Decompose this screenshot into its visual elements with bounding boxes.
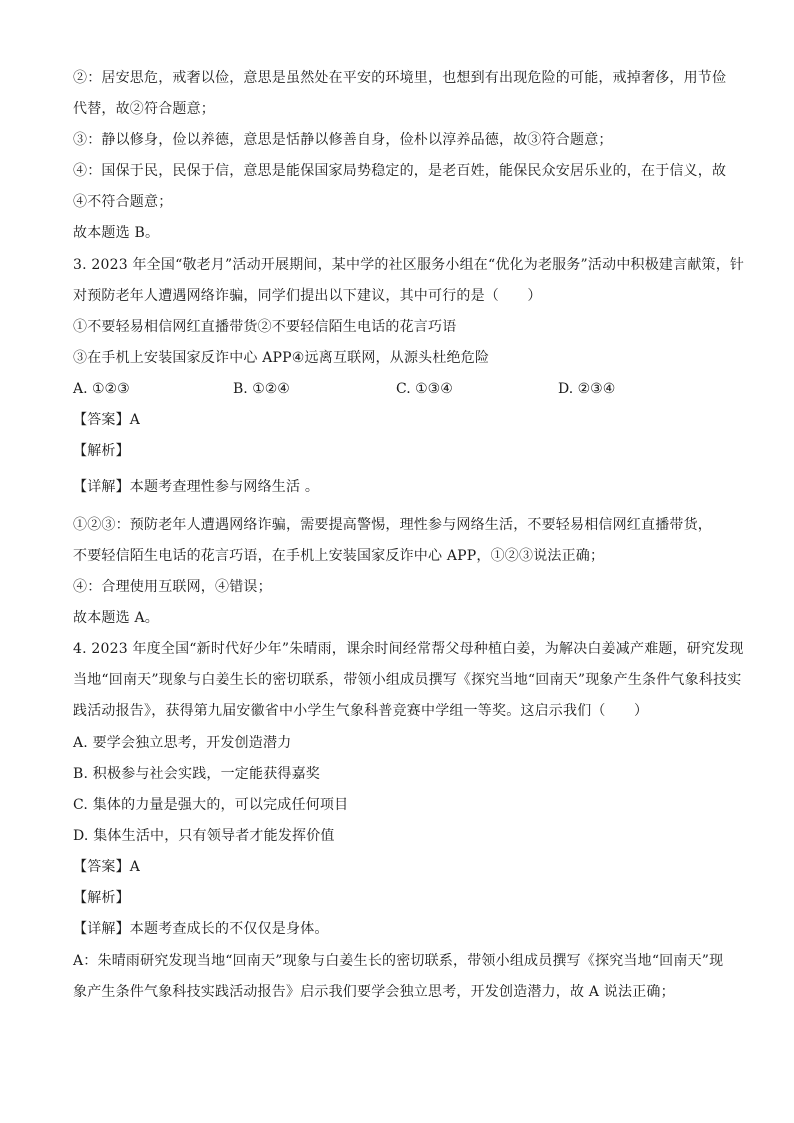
analysis-item-2-line-2: 代替，故②符合题意； (73, 101, 215, 117)
q3-statements-line-1: ①不要轻易相信网红直播带货②不要轻信陌生电话的花言巧语 (73, 319, 457, 335)
q3-stem-line-2: 对预防老年人遭遇网络诈骗，同学们提出以下建议，其中可行的是（ ） (73, 288, 542, 304)
q3-explain-line-1: ①②③：预防老年人遭遇网络诈骗，需要提高警惕，理性参与网络生活，不要轻易相信网红直播带货， (73, 517, 712, 533)
q3-option-c: C. ①③④ (396, 381, 453, 397)
q4-stem-line-3: 践活动报告》，获得第九届安徽省中小学生气象科普竞赛中学组一等奖。这启示我们（ ） (73, 703, 649, 719)
q4-stem-line-2: 当地“回南天”现象与白姜生长的密切联系，带领小组成员撰写《探究当地“回南天”现象产生条件气象科技实 (73, 672, 742, 688)
q3-option-a: A. ①②③ (73, 381, 130, 397)
q3-answer: 【答案】A (73, 412, 141, 428)
analysis-item-4-line-1: ④：国保于民，民保于信，意思是能保国家局势稳定的，是老百姓，能保民众安居乐业的，在于信义，故 (73, 163, 727, 179)
analysis-item-4-line-2: ④不符合题意； (73, 194, 173, 210)
analysis-item-3: ③：静以修身，俭以养德，意思是恬静以修善自身，俭朴以淳养品德，故③符合题意； (73, 132, 613, 148)
q3-stem-line-1: 3. 2023 年全国“敬老月”活动开展期间，某中学的社区服务小组在“优化为老服务”活动中积极建言献策，针 (73, 257, 745, 273)
q4-option-a: A. 要学会独立思考，开发创造潜力 (73, 735, 292, 751)
q3-option-d: D. ②③④ (558, 381, 616, 397)
q4-option-d: D. 集体生活中，只有领导者才能发挥价值 (73, 828, 335, 844)
q3-conclusion: 故本题选 A。 (73, 610, 159, 626)
q4-stem-line-1: 4. 2023 年度全国“新时代好少年”朱晴雨，课余时间经常帮父母种植白姜，为解决白姜减产难题，研究发现 (73, 641, 744, 657)
q3-statements-line-2: ③在手机上安装国家反诈中心 APP④远离互联网，从源头杜绝危险 (73, 350, 490, 366)
q4-analysis-tag: 【解析】 (73, 890, 130, 906)
analysis-item-2-line-1: ②：居安思危，戒奢以俭，意思是虽然处在平安的环境里，也想到有出现危险的可能，戒掉奢侈，用节俭 (73, 70, 727, 86)
q3-explain-line-2: 不要轻信陌生电话的花言巧语，在手机上安装国家反诈中心 APP，①②③说法正确； (73, 548, 605, 564)
q3-option-b: B. ①②④ (233, 381, 290, 397)
q3-explain-line-3: ④：合理使用互联网，④错误； (73, 579, 272, 595)
q3-detail: 【详解】本题考查理性参与网络生活 。 (73, 479, 320, 495)
q3-analysis-tag: 【解析】 (73, 443, 130, 459)
q4-explain-line-1: A：朱晴雨研究发现当地“回南天”现象与白姜生长的密切联系，带领小组成员撰写《探究当地“回南天”现 (73, 953, 724, 969)
q4-detail: 【详解】本题考查成长的不仅仅是身体。 (73, 921, 329, 937)
q4-option-c: C. 集体的力量是强大的，可以完成任何项目 (73, 797, 349, 813)
q4-explain-line-2: 象产生条件气象科技实践活动报告》启示我们要学会独立思考，开发创造潜力，故 A 说法正确； (73, 984, 675, 1000)
analysis-conclusion: 故本题选 B。 (73, 225, 160, 241)
q4-answer: 【答案】A (73, 859, 141, 875)
q4-option-b: B. 积极参与社会实践，一定能获得嘉奖 (73, 766, 320, 782)
